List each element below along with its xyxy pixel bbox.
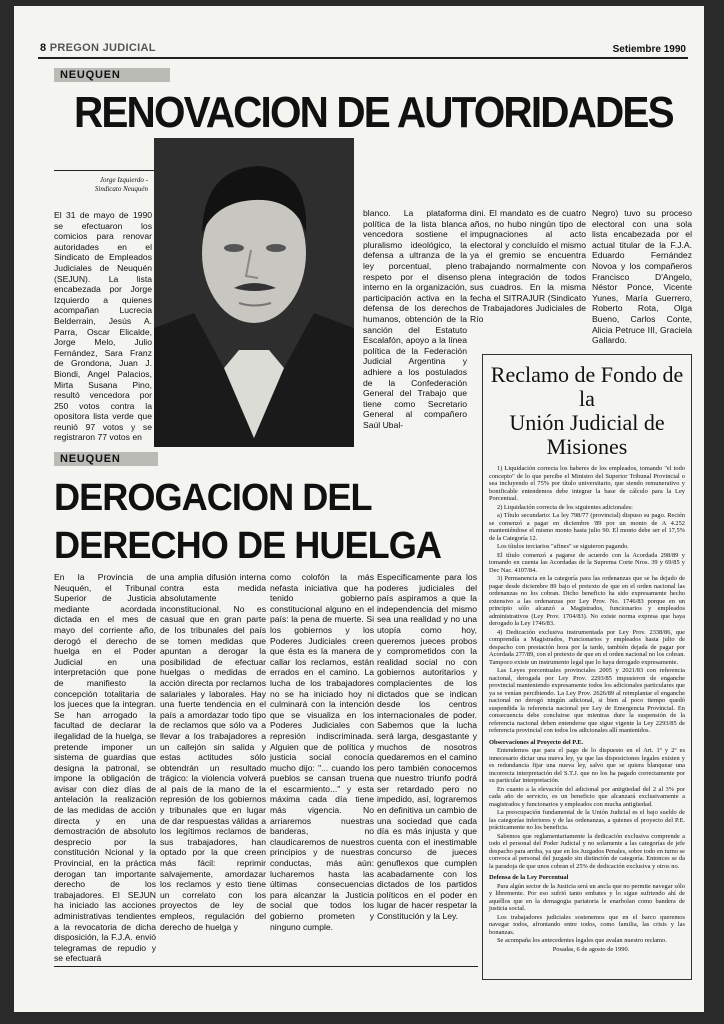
headline-derogacion-1: DEROGACION DEL	[54, 477, 372, 519]
box-paragraph: Sabemos que reglamentariamente la dedicación exclusiva comprende a todo el personal del Poder Judicial y no solamente a las categorías de jefe despacho para arriba, ya que en los Juzgados Penales, sobre todo en turno se convoca al personal del juzgado sin distinción de categoría. Entonces se da la paradoja de que unos cobran el 25% de dedicación exclusiva y otros no.	[489, 832, 685, 870]
box-paragraph: a) Título secundario: La ley 798/77 (provincial) dispuso su pago. Recién se comenzó a pagar en diciembre '89 por un monto de A 4.252 manteniéndose el mismo monto hasta julio 90. El monto debe ser el 17,5% de la Categoría 12.	[489, 512, 685, 542]
newspaper-page	[14, 6, 704, 1012]
renovacion-col-2: blanco. La plataforma política de la lista blanca vencedora sostiene el pluralismo ideológico, la defensa a ultranza de la ley porcentual, pleno respeto por el disenso interno en la organización, participación activa en la defensa de los derechos humanos, obtención de la sanción del Estatuto Escalafón, apoyo a la línea política de la Federación Judicial Argentina y adhiere a los postulados de la Confederación General del Trabajo que tiene como Secretario General al compañero Saúl Ubal-	[363, 208, 467, 430]
box-paragraph: Se acompaña los antecedentes legales que avalan nuestro reclamo.	[497, 937, 667, 944]
headline-derogacion-2: DERECHO DE HUELGA	[54, 525, 442, 567]
derogacion-col-3: como colofón la más nefasta iniciativa que ha tenido gobierno constitucional alguno en el país: la pena de muerte. Si los gobiernos y los Poderes Judiciales creen que ésta es la manera de callar los reclamos, están errados en el camino. La lucha de los trabajadores no se ha iniciado hoy ni culminará con la intención que se visualiza en los Poderes Judiciales con represión indiscriminada. Alguien que de política y justicia social conocía mucho dijo: "... cuando los pueblos se cansan truena el escarmiento..." y esta máxima cada día tiene más vigencia. No arriaremos nuestras banderas, no claudicaremos de nuestros principios y de nuestras conductas, más aún: lucharemos hasta las últimas consecuencias para alcanzar la Justicia social que todos los gobierno prometen y ninguno cumple.	[270, 572, 374, 932]
box-paragraph: 4) Dedicación exclusiva instrumentada por Ley Prov. 2338/86, que comprendía a Magistrados, Funcionarios y empleados hasta julio de despacho con prestación hora por la tarde, también dejada de pagar por Acordada 277/89, con el pretexto de que en el orden nacional no los cobran. Tampoco existe un instrumento legal que lo haya derogado expresamente.	[489, 628, 685, 666]
box-paragraph: Los títulos terciarios "afines" se siguieron pagando.	[497, 543, 629, 550]
box-subheading: Observaciones al Proyecto del P.E.	[489, 738, 584, 746]
photo-credit	[54, 176, 148, 194]
headline-renovacion: RENOVACION DE AUTORIDADES	[74, 88, 673, 137]
box-paragraph: 1) Liquidación correcta los haberes de los empleados, tomando "el todo concepto" de lo que percibe el Ministro del Superior Tribunal Provincial o sea incluyendo el 75% por título universitario, que siendo remunerativo y bonificable entendemos debe integrar la base de cálculo para la Ley Porcentual.	[489, 465, 685, 502]
reclamo-box	[482, 354, 692, 980]
page-header	[40, 42, 156, 54]
box-paragraph: Para algún sector de la Justicia será un ancla que no permite navegar sólo y libremente. Por eso sufrió tanto embates y lo sigue sufriendo ahí de aquéllos que en la demagogia pariatoria le enarbolan como bandera de justicia social.	[489, 882, 685, 912]
issue-date: Setiembre 1990	[612, 44, 686, 55]
header-rule	[38, 57, 688, 59]
box-signature-date: Posadas, 6 de agosto de 1990.	[552, 945, 630, 953]
publication-name: PREGON JUDICIAL	[49, 42, 156, 54]
renovacion-col-3: dini. El mandato es de cuatro años, no hubo ningún tipo de impugnaciones al acto electoral y concluído el mismo ya el gremio se encuentra trabajando normalmente con plena integración de todos sus cuadros. En la misma fecha el SITRAJUR (Sindicato de Trabajadores Judiciales de Río	[470, 208, 586, 324]
box-paragraph: Las Leyes porcentuales provinciales 2005 y 2021/83 con referencia nacional, derogada por Ley Prov. 2293/85 impusieron de enganche provincial manteniendo expresamente todos los adicionales particulares que ya se venían percibiendo. La Ley Prov. 2626/89 al reimplantar el enganche nacional no derogó ningún adicional, si bien al poco tiempo quedó suspendida la referencia nacional por Ley de Emergencia Provincial. En consecuencia debe concluirse que mientras dure la suspensión de la referencia nacional deben entenderse que sigue vigente la Ley 2293/85 de referencia provincial con todos los adicionales allí mantenidos.	[489, 667, 685, 734]
renovacion-col-4: Negro) tuvo su proceso electoral con una sola lista encabezada por el actual titular de la F.J.A. Eduardo Fernández Novoa y los compañeros Francisco D'Angelo, Néstor Ponce, Vicente Yunes, María Guerrero, Roberto Rota, Olga Bueno, Carlos Conte, Alicia Petruce III, Graciela Gallardo.	[592, 208, 692, 346]
box-paragraph: 3) Permanencia en la categoría para las ordenanzas que se ha dejado de pagar desde diciembre 89 bajo el pretexto de que en el orden nacional las ordenanzas no los cobran. Dicho beneficio ha sido expresamente hecho extensivo a las ordenanzas por Ley Prov. No. 1746/83 porque en un principio sólo alcanzó a Magistrados, funcionarios y empleados administrativos (Ley Prov. 1704/83). No existe norma expresa que haya derogado la Ley 1746/83.	[489, 575, 685, 627]
derogacion-col-4: Especificamente para los poderes judiciales del país aspiramos a que la independencia del mismo sea una realidad y no una utopía como hoy, queremos jueces probos y comprometidos con la realidad social no con gobiernos autoritarios y complacientes de los dictados que se indican desde los centros internacionales de poder. Sabemos que la lucha será larga, desgastante y muchos de nosotros quedaremos en el camino pero también conocemos que nuestro triunfo podrá ser retardado pero no impedido, así, lograremos en definitiva un cambio de una sociedad que cada día es más injusta y que cuenta con el inestimable concurso de jueces genuflexos que cumplen acabadamente con los dictados de los partidos políticos en el poder en lugar de hacer respetar la Constitución y la Ley.	[377, 572, 477, 921]
derogacion-col-1: En la Provincia de Neuquén, el Tribunal Superior de Justicia mediante acordada dictada en el mes de mayo del corriente año, derogó el derecho de huelga en el Poder Judicial en una interpretación que pone de manifiesto la concepción totalitaria de los jueces que la integran. Se han arrogado la facultad de declarar la ilegalidad de la huelga, se pretende imponer un sistema de guardias que designa la patronal, se impone la obligación de avisar con diez días de antelación la realización de las medidas de acción directa y en una demostración de absoluto desprecio por la constitución Ncional y la Provincial, en la práctica derogan tan importante derecho de los trabajadores. El SEJUN ha iniciado las acciones administrativas tendientes a la revocatoria de dicha disposición, la F.J.A. envió telegramas de repudio y se efectuará	[54, 572, 156, 964]
box-paragraph: 2) Liquidación correcta de los siguientes adicionales:	[497, 503, 633, 511]
photo-credit-org: Sindicato Neuquén	[94, 185, 148, 193]
photo-credit-name: Jorge Izquierdo -	[99, 176, 148, 184]
derogacion-col-2: una amplia difusión interna contra esta medida absolutamente inconstitucional. No es casual que en gran parte de los tribunales del país se tomen medidas que apuntan a derogar la posibilidad de efectuar huelgas o medidas de acción directa por reclamos salariales y laborales. Hay una fuerte tendencia en el país a amordazar todo tipo de reclamos que sólo va a llevar a los trabajadores a un callejón sin salida y estas actitudes sólo obtendrán un resultado trágico: la violencia volverá al país de la mano de la represión de los gobiernos y tribunales que en lugar de dar respuestas válidas a los legítimos reclamos de sus trabajadores, han optado por la que creen más fácil: reprimir salvajemente, amordazar los reclamos y esto tiene un correlato con los proyectos de ley de empleos, regulación del derecho de huelga y	[160, 572, 266, 932]
bottom-rule	[54, 966, 478, 967]
credit-rule	[54, 170, 154, 171]
box-paragraph: Los trabajadores judiciales sostenemos que en el barco queremos navegar todos, afrontando entre todos, como familia, las crisis y las bonanzas.	[489, 913, 685, 936]
box-title-line-1: Reclamo de Fondo de la	[490, 362, 684, 411]
section-label-2: NEUQUEN	[54, 452, 158, 466]
box-paragraph: La preocupación fundamental de la Unión Judicial es el bajo sueldo de las categorías inferiores y de las ordenanzas, a quienes el proyecto del P.E. prácticamente no los beneficia.	[489, 809, 685, 831]
box-paragraph: Entendemos que para el pago de lo dispuesto en el Art. 1º y 2º es innecesario dictar una nueva ley, ya que las disposiciones legales existen y es redundancia fijar una nueva ley, salvo que se quiera blanquear una incorrecta interpretación del S.T.J. que no los ha pagado correctamente por su particular interpretación.	[489, 747, 685, 784]
section-label: NEUQUEN	[54, 68, 170, 82]
box-paragraph: En cuanto a la elevación del adicional por antigüedad del 2 al 3% por cada año de servicio, es un beneficio que alcanzará exclusivamente a magistrados y funcionarios y empleados con mucha antigüedad.	[489, 785, 685, 808]
box-subheading: Defensa de la Ley Porcentual	[489, 874, 569, 881]
box-title-line-2: Unión Judicial de Misiones	[509, 410, 665, 459]
box-paragraph: El título comenzó a pagarse de acuerdo con la Acordada 298/89 y tomando en cuenta las Acordadas de la Suprema Corte Nros. 39 y 69/85 y Dec Nac. 4107/84.	[489, 551, 685, 574]
portrait-photo	[154, 138, 354, 447]
box-title	[489, 363, 685, 459]
box-body	[489, 465, 685, 953]
page-number: 8	[40, 42, 47, 54]
renovacion-col-1: El 31 de mayo de 1990 se efectuaron los comicios para renovar autoridades en el Sindicato de Empleados Judiciales de Neuquén (SEJUN). La lista encabezada por Jorge Izquierdo a quienes acompañan Lucrecia Belderrain, Jesús A. Parra, Oscar Elicalde, Jorge Melo, Julio Fernández, Sara Franz de Grondona, Juan J. Biondi, Angel Palacios, Mirta Susana Pino, resultó vencedora por 250 votos contra la opositora lista verde que reunió 97 votos y se registraron 77 votos en	[54, 210, 152, 443]
portrait-illustration	[154, 138, 354, 447]
